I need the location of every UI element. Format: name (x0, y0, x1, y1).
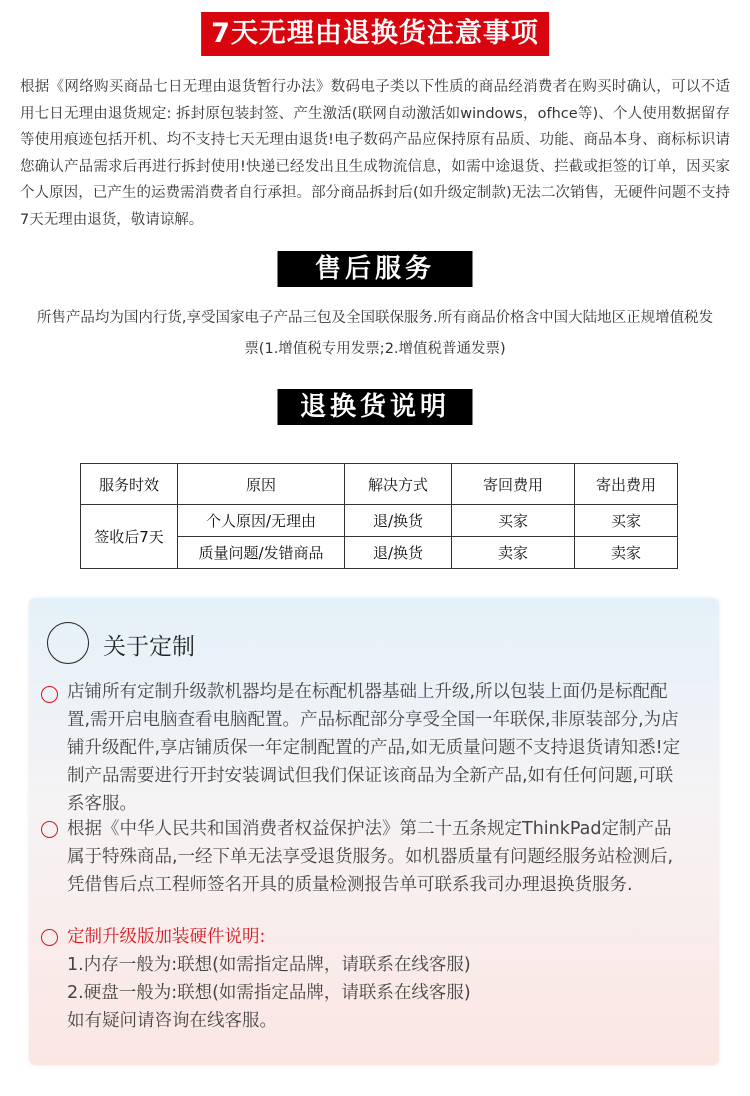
after-sales-title: 售后服务 (278, 251, 473, 287)
table-header-row (81, 464, 678, 505)
customization-item-1 (67, 678, 680, 818)
return-notice-title: 7天无理由退换货注意事项 (201, 12, 549, 56)
after-sales-line-1: 所售产品均为国内行货,享受国家电子产品三包及全国联保服务.所有商品价格含中国大陆地区正规增值税发 (36, 310, 714, 326)
reason-cell: 质量问题/发错商品 (178, 537, 345, 569)
customization-panel (29, 598, 719, 1065)
table-header-cell: 服务时效 (81, 464, 178, 505)
service-period-cell: 签收后7天 (81, 505, 178, 569)
text-line: 凭借售后点工程师签名开具的质量检测报告单可联系我司办理退换货服务. (67, 875, 633, 895)
reason-cell: 个人原因/无理由 (178, 505, 345, 537)
text-line: 店铺所有定制升级款机器均是在标配机器基础上升级,所以包装上面仍是标配配 (67, 682, 668, 702)
after-sales-line-2: 票(1.增值税专用发票;2.增值税普通发票) (244, 341, 506, 357)
return-fee-cell: 卖家 (452, 537, 575, 569)
red-circle-bullet-icon (41, 929, 58, 946)
table-header-cell: 寄回费用 (452, 464, 575, 505)
customization-item-2 (67, 815, 673, 899)
text-line: 属于特殊商品,一经下单无法享受退货服务。如机器质量有问题经服务站检测后, (67, 847, 674, 867)
text-line: 制产品需要进行开封安装调试但我们保证该商品为全新产品,如有任何问题,可联 (67, 766, 674, 786)
circle-icon (47, 622, 89, 664)
return-notice-body: 根据《网络购买商品七日无理由退货暂行办法》数码电子类以下性质的商品经消费者在购买时确认，可以不适用七日无理由退货规定: 拆封原包装封签、产生激活(联网自动激活如windows，ofhce等)、个人使用数据留存等使用痕迹包括开机、均不支持七天无理由退货!电子数码产品应保持原有品质、功能、商品本身、商标标识请您确认产品需求后再进行拆封使用!快递已经发出且生成物流信息，如需中途退货、拦截或拒签的订单，因买家个人原因，已产生的运费需消费者自行承担。部分商品拆封后(如升级定制款)无法二次销售，无硬件问题不支持7天无理由退货，敬请谅解。 (20, 79, 730, 228)
customization-item-3 (67, 951, 471, 1035)
hardware-note-heading: 定制升级版加装硬件说明: (67, 927, 266, 947)
customization-title: 关于定制 (103, 634, 195, 660)
text-line: 如有疑问请咨询在线客服。 (67, 1011, 277, 1031)
text-line: 系客服。 (67, 794, 137, 814)
solution-cell: 退/换货 (345, 505, 452, 537)
table-row (81, 505, 678, 537)
table-header-cell: 解决方式 (345, 464, 452, 505)
return-policy-title: 退换货说明 (278, 389, 473, 425)
text-line: 2.硬盘一般为:联想(如需指定品牌，请联系在线客服) (67, 983, 471, 1003)
return-policy-table (80, 463, 678, 569)
red-circle-bullet-icon (41, 686, 58, 703)
red-circle-bullet-icon (41, 821, 58, 838)
send-fee-cell: 买家 (575, 505, 678, 537)
text-line: 根据《中华人民共和国消费者权益保护法》第二十五条规定ThinkPad定制产品 (67, 819, 672, 839)
table-header-cell: 寄出费用 (575, 464, 678, 505)
send-fee-cell: 卖家 (575, 537, 678, 569)
text-line: 1.内存一般为:联想(如需指定品牌，请联系在线客服) (67, 955, 471, 975)
return-fee-cell: 买家 (452, 505, 575, 537)
text-line: 置,需开启电脑查看电脑配置。产品标配部分享受全国一年联保,非原装部分,为店 (67, 710, 679, 730)
table-header-cell: 原因 (178, 464, 345, 505)
solution-cell: 退/换货 (345, 537, 452, 569)
text-line: 铺升级配件,享店铺质保一年定制配置的产品,如无质量问题不支持退货请知悉!定 (67, 738, 681, 758)
